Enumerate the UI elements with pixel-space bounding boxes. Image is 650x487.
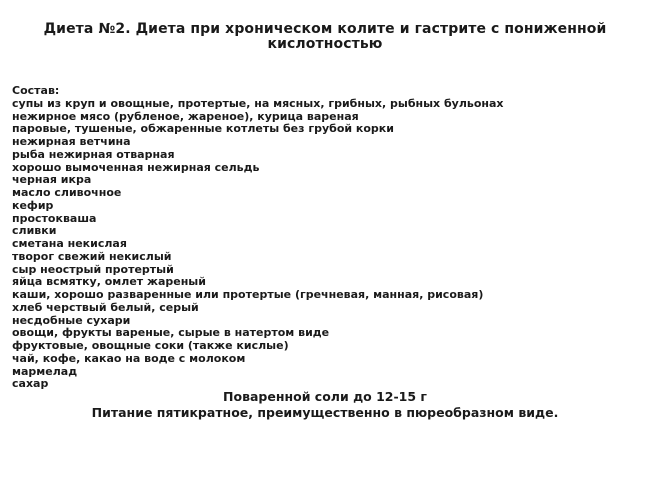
list-item: фруктовые, овощные соки (также кислые) <box>12 339 289 352</box>
list-item: сливки <box>12 224 57 238</box>
list-item: паровые, тушеные, обжаренные котлеты без грубой корки <box>12 122 394 136</box>
page-title: Диета №2. Диета при хроническом колите и гастрите с пониженной кислотностью <box>43 21 607 52</box>
list-item: простокваша <box>12 211 97 225</box>
list-item: хлеб черствый белый, серый <box>12 300 199 314</box>
list-item: нежирная ветчина <box>12 135 131 148</box>
list-item: овощи, фрукты вареные, сырые в натертом виде <box>12 326 330 340</box>
list-item: чай, кофе, какао на воде с молоком <box>12 351 246 365</box>
meal-note: Питание пятикратное, преимущественно в пюреобразном виде. <box>91 405 559 420</box>
composition-heading: Состав: <box>12 84 60 97</box>
list-item: сахар <box>12 377 49 391</box>
list-item: супы из круп и овощные, протертые, на мясных, грибных, рыбных бульонах <box>12 96 504 110</box>
list-item: хорошо вымоченная нежирная сельдь <box>12 160 260 174</box>
composition-section <box>12 85 642 391</box>
composition-list <box>12 98 642 391</box>
list-item: нежирное мясо (рубленое, жареное), курица вареная <box>12 109 359 123</box>
list-item: масло сливочное <box>12 186 122 199</box>
list-item: мармелад <box>12 364 78 378</box>
list-item: сыр неострый протертый <box>12 262 174 276</box>
list-item: творог свежий некислый <box>12 249 172 263</box>
list-item: яйца всмятку, омлет жареный <box>12 275 206 289</box>
list-item: каши, хорошо разваренные или протертые (гречневая, манная, рисовая) <box>12 288 484 301</box>
list-item: кефир <box>12 198 54 212</box>
list-item: черная икра <box>12 173 92 187</box>
list-item: сметана некислая <box>12 237 127 250</box>
list-item: рыба нежирная отварная <box>12 147 175 161</box>
list-item: несдобные сухари <box>12 313 131 327</box>
salt-note: Поваренной соли до 12-15 г <box>223 389 427 404</box>
footer-notes <box>0 389 650 421</box>
